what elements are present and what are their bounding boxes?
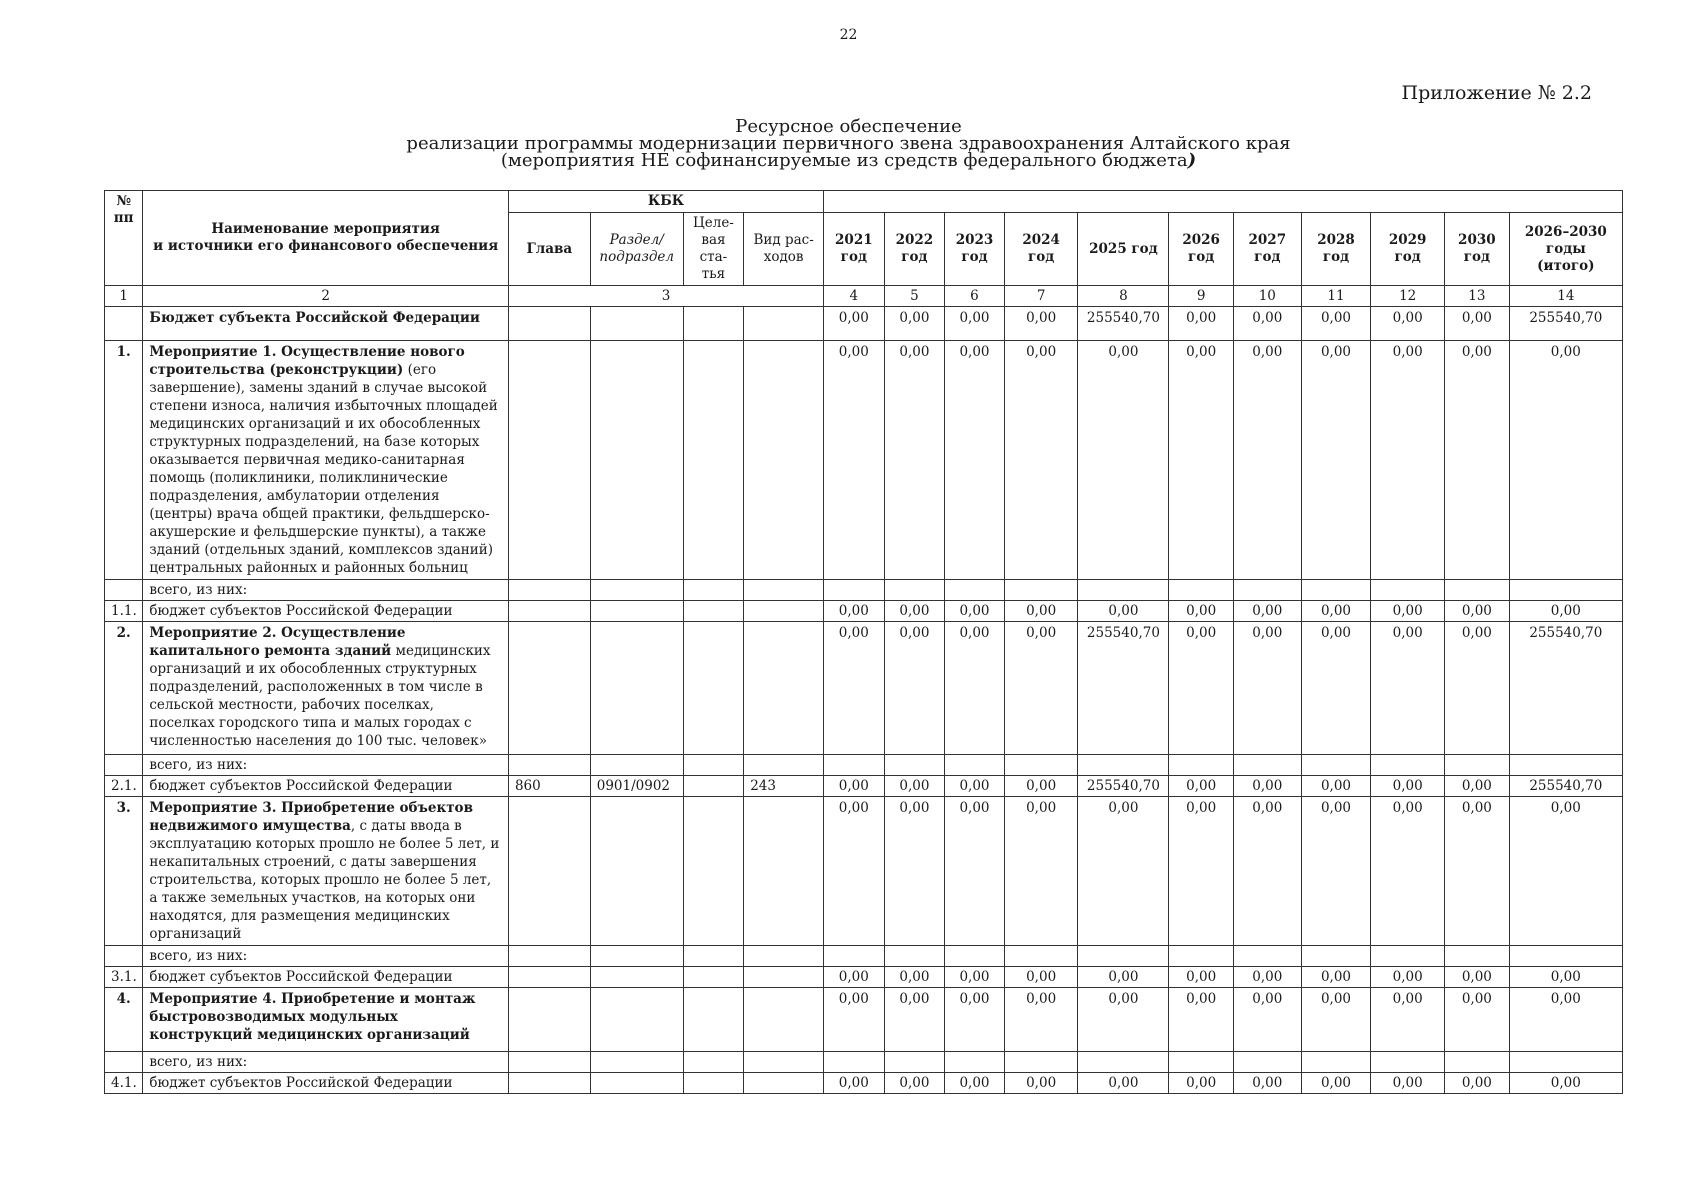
table-cell: 3.1.: [105, 967, 143, 988]
table-cell: 0,00: [945, 1073, 1005, 1094]
table-cell: 0,00: [824, 797, 885, 946]
table-row: [105, 622, 1623, 755]
table-cell: [683, 307, 744, 341]
table-cell: [1169, 755, 1234, 776]
table-cell: [1169, 946, 1234, 967]
table-cell: [508, 988, 590, 1052]
table-cell: [744, 946, 824, 967]
header-year: 2021 год: [824, 213, 885, 286]
table-cell: 0,00: [945, 622, 1005, 755]
table-cell: [744, 307, 824, 341]
table-cell: [508, 967, 590, 988]
table-row: [105, 755, 1623, 776]
row-total-name: Бюджет субъекта Российской Федерации: [143, 307, 509, 341]
table-cell: 0,00: [1233, 601, 1301, 622]
table-cell: 1.: [105, 341, 143, 580]
table-cell: 0,00: [1078, 1073, 1169, 1094]
measure-1-name: Мероприятие 1. Осуществление нового строительства (реконструкции) (его завершение), замены зданий в случае высокой степени износа, наличия избыточных площадей медицинских организаций и их обособленных структурных подразделений, на базе которых оказывается первичная медико-санитарная помощь (поликлиники, поликлинические подразделения, амбулатории отделения (центры) врача общей практики, фельдшерско-акушерские и фельдшерские пункты), а также зданий (отдельных зданий, комплексов зданий) центральных районных и районных больниц: [143, 341, 509, 580]
table-cell: 0,00: [1445, 601, 1510, 622]
table-cell: 0,00: [1078, 601, 1169, 622]
table-cell: 9: [1169, 286, 1234, 307]
table-cell: [945, 946, 1005, 967]
table-cell: [744, 580, 824, 601]
table-cell: 0,00: [1004, 967, 1078, 988]
table-cell: [1371, 580, 1445, 601]
table-cell: [508, 1073, 590, 1094]
header-year: 2028 год: [1301, 213, 1371, 286]
table-cell: [590, 341, 683, 580]
title-line-3: (мероприятия НЕ софинансируемые из средств федерального бюджета): [500, 150, 1197, 171]
table-cell: 0,00: [1233, 622, 1301, 755]
table-cell: [105, 1052, 143, 1073]
table-cell: 0,00: [1233, 776, 1301, 797]
table-cell: [744, 1052, 824, 1073]
table-cell: всего, из них:: [143, 755, 509, 776]
header-year: 2023 год: [945, 213, 1005, 286]
table-cell: 0,00: [1371, 341, 1445, 580]
table-cell: [1233, 946, 1301, 967]
title-line-1: Ресурсное обеспечение: [735, 116, 962, 137]
table-cell: 0,00: [1301, 776, 1371, 797]
table-cell: 0,00: [1169, 601, 1234, 622]
table-cell: 13: [1445, 286, 1510, 307]
table-cell: [683, 1073, 744, 1094]
table-cell: 8: [1078, 286, 1169, 307]
table-row: [105, 967, 1623, 988]
table-cell: [1445, 755, 1510, 776]
table-cell: [590, 797, 683, 946]
table-cell: 0,00: [1301, 601, 1371, 622]
table-cell: [683, 967, 744, 988]
table-cell: 0,00: [1509, 967, 1622, 988]
header-year: 2029 год: [1371, 213, 1445, 286]
table-cell: 0,00: [1509, 797, 1622, 946]
table-cell: 0,00: [1078, 797, 1169, 946]
table-cell: [105, 580, 143, 601]
table-cell: [683, 946, 744, 967]
table-cell: [508, 1052, 590, 1073]
table-cell: [683, 580, 744, 601]
table-cell: 0,00: [1004, 622, 1078, 755]
table-cell: 0,00: [1233, 1073, 1301, 1094]
title-line-2: реализации программы модернизации первичного звена здравоохранения Алтайского края: [406, 133, 1291, 154]
table-cell: [508, 307, 590, 341]
header-kbk: КБК: [508, 191, 823, 213]
table-cell: 2.: [105, 622, 143, 755]
table-cell: [884, 946, 945, 967]
table-cell: [683, 755, 744, 776]
table-cell: [744, 1073, 824, 1094]
table-cell: 0,00: [1301, 307, 1371, 341]
table-cell: 1: [105, 286, 143, 307]
table-cell: 0,00: [884, 341, 945, 580]
table-cell: 0,00: [1301, 341, 1371, 580]
table-cell: 255540,70: [1078, 622, 1169, 755]
table-row: [105, 307, 1623, 341]
table-cell: 0,00: [1445, 622, 1510, 755]
table-cell: [508, 946, 590, 967]
table-row: [105, 946, 1623, 967]
table-cell: 1.1.: [105, 601, 143, 622]
table-cell: 0,00: [1233, 341, 1301, 580]
table-cell: 0,00: [1301, 967, 1371, 988]
table-cell: 0,00: [1509, 1073, 1622, 1094]
table-row: [105, 1073, 1623, 1094]
table-cell: 0,00: [1169, 622, 1234, 755]
table-cell: [1233, 580, 1301, 601]
table-cell: [1301, 946, 1371, 967]
measure-4-name: Мероприятие 4. Приобретение и монтаж быстровозводимых модульных конструкций медицинских организаций: [143, 988, 509, 1052]
table-cell: 7: [1004, 286, 1078, 307]
table-cell: [1509, 1052, 1622, 1073]
table-cell: 0,00: [824, 601, 885, 622]
table-cell: 0,00: [1004, 341, 1078, 580]
table-cell: [824, 1052, 885, 1073]
table-cell: 0,00: [1233, 967, 1301, 988]
table-cell: [1078, 580, 1169, 601]
table-cell: 0,00: [1004, 601, 1078, 622]
table-cell: 0,00: [1509, 601, 1622, 622]
table-cell: [1004, 755, 1078, 776]
table-cell: [590, 755, 683, 776]
table-cell: [884, 755, 945, 776]
table-cell: [590, 1052, 683, 1073]
table-cell: [1371, 1052, 1445, 1073]
table-cell: 0,00: [1371, 797, 1445, 946]
table-cell: 0,00: [1169, 307, 1234, 341]
table-cell: 255540,70: [1509, 776, 1622, 797]
table-cell: 0,00: [1004, 797, 1078, 946]
table-cell: 0,00: [884, 601, 945, 622]
header-razdel: Раздел/ подраздел: [590, 213, 683, 286]
table-cell: [824, 946, 885, 967]
header-year-total: 2026–2030 годы (итого): [1509, 213, 1622, 286]
table-cell: [945, 755, 1005, 776]
header-name: Наименование мероприятия и источники его финансового обеспечения: [143, 191, 509, 286]
table-cell: 0,00: [1004, 307, 1078, 341]
table-cell: бюджет субъектов Российской Федерации: [143, 967, 509, 988]
table-cell: 0,00: [1169, 1073, 1234, 1094]
table-cell: 0,00: [884, 776, 945, 797]
table-cell: [105, 307, 143, 341]
table-cell: 4: [824, 286, 885, 307]
table-cell: 0,00: [1371, 776, 1445, 797]
table-row: [105, 580, 1623, 601]
table-cell: 0,00: [1078, 988, 1169, 1052]
table-cell: 0,00: [884, 622, 945, 755]
appendix-label: Приложение № 2.2: [1401, 82, 1592, 104]
measure-2-name: Мероприятие 2. Осуществление капитального ремонта зданий медицинских организаций и их обособленных структурных подразделений, расположенных в том числе в сельской местности, рабочих поселках, поселках городского типа и малых городах с численностью населения до 100 тыс. человек»: [143, 622, 509, 755]
table-cell: 0,00: [1169, 967, 1234, 988]
table-cell: [683, 988, 744, 1052]
table-cell: 0,00: [824, 776, 885, 797]
table-cell: [1004, 1052, 1078, 1073]
table-cell: [945, 1052, 1005, 1073]
table-cell: 0,00: [1233, 307, 1301, 341]
measure-3-name: Мероприятие 3. Приобретение объектов недвижимого имущества, с даты ввода в эксплуатацию которых прошло не более 5 лет, и некапитальных строений, с даты завершения строительства, которых прошло не более 5 лет, а также земельных участков, на которых они находятся, для размещения медицинских организаций: [143, 797, 509, 946]
table-cell: [1509, 946, 1622, 967]
table-cell: [744, 967, 824, 988]
table-cell: [683, 776, 744, 797]
table-cell: всего, из них:: [143, 946, 509, 967]
table-cell: [744, 341, 824, 580]
page-number: 22: [839, 27, 858, 43]
header-glava: Глава: [508, 213, 590, 286]
table-cell: [508, 601, 590, 622]
table-cell: 0,00: [1169, 797, 1234, 946]
header-year: 2024 год: [1004, 213, 1078, 286]
table-cell: 0,00: [1371, 1073, 1445, 1094]
table-cell: [744, 988, 824, 1052]
table-cell: 0,00: [824, 988, 885, 1052]
table-cell: [744, 622, 824, 755]
table-cell: 0,00: [1371, 601, 1445, 622]
table-cell: 0,00: [884, 967, 945, 988]
table-cell: 0,00: [1004, 988, 1078, 1052]
table-cell: [590, 580, 683, 601]
header-year: 2030 год: [1445, 213, 1510, 286]
table-cell: 0,00: [824, 1073, 885, 1094]
table-cell: 0,00: [884, 797, 945, 946]
table-cell: [884, 1052, 945, 1073]
table-cell: [1371, 946, 1445, 967]
table-cell: [683, 341, 744, 580]
table-cell: 4.: [105, 988, 143, 1052]
table-cell: 0901/0902: [590, 776, 683, 797]
header-num: № пп: [105, 191, 143, 286]
table-cell: [1445, 946, 1510, 967]
header-years-group: [824, 191, 1623, 213]
table-cell: 0,00: [945, 988, 1005, 1052]
table-row: [105, 1052, 1623, 1073]
table-cell: всего, из них:: [143, 580, 509, 601]
table-cell: бюджет субъектов Российской Федерации: [143, 1073, 509, 1094]
table-cell: [508, 622, 590, 755]
table-cell: 5: [884, 286, 945, 307]
table-cell: 0,00: [1301, 797, 1371, 946]
table-cell: [508, 580, 590, 601]
table-cell: [105, 946, 143, 967]
table-cell: [744, 601, 824, 622]
table-cell: 3: [508, 286, 823, 307]
table-cell: 243: [744, 776, 824, 797]
table-cell: [590, 1073, 683, 1094]
table-cell: [1004, 946, 1078, 967]
header-vid: Вид рас-ходов: [744, 213, 824, 286]
table-cell: [590, 946, 683, 967]
table-row: [105, 988, 1623, 1052]
table-cell: 0,00: [945, 307, 1005, 341]
table-row: [105, 797, 1623, 946]
table-cell: 0,00: [1371, 307, 1445, 341]
table-cell: 0,00: [1445, 1073, 1510, 1094]
table-cell: [1233, 755, 1301, 776]
table-cell: [590, 601, 683, 622]
table-cell: [1078, 946, 1169, 967]
table-cell: [1169, 580, 1234, 601]
resource-table: [104, 190, 1623, 1094]
table-cell: 0,00: [945, 341, 1005, 580]
table-cell: [590, 307, 683, 341]
table-cell: бюджет субъектов Российской Федерации: [143, 776, 509, 797]
table-cell: 0,00: [1078, 967, 1169, 988]
table-cell: 0,00: [945, 797, 1005, 946]
table-cell: 0,00: [1233, 797, 1301, 946]
table-cell: [824, 580, 885, 601]
table-cell: [105, 755, 143, 776]
table-cell: [1509, 580, 1622, 601]
table-cell: 0,00: [884, 307, 945, 341]
table-cell: [824, 755, 885, 776]
table-cell: [1233, 1052, 1301, 1073]
table-cell: [1078, 1052, 1169, 1073]
table-cell: 0,00: [1169, 776, 1234, 797]
table-cell: 255540,70: [1509, 307, 1622, 341]
table-cell: 0,00: [1445, 988, 1510, 1052]
header-year: 2025 год: [1078, 213, 1169, 286]
header-celevaya: Целе-вая ста-тья: [683, 213, 744, 286]
table-cell: [744, 797, 824, 946]
table-cell: 0,00: [1445, 797, 1510, 946]
table-cell: 2.1.: [105, 776, 143, 797]
table-cell: 0,00: [945, 601, 1005, 622]
table-cell: 0,00: [1004, 1073, 1078, 1094]
table-cell: 0,00: [1371, 967, 1445, 988]
table-cell: 0,00: [1509, 341, 1622, 580]
table-cell: 14: [1509, 286, 1622, 307]
table-cell: 255540,70: [1078, 776, 1169, 797]
table-cell: [1078, 755, 1169, 776]
table-cell: 0,00: [1371, 988, 1445, 1052]
table-cell: бюджет субъектов Российской Федерации: [143, 601, 509, 622]
table-cell: 12: [1371, 286, 1445, 307]
table-row: [105, 341, 1623, 580]
table-cell: 0,00: [1301, 988, 1371, 1052]
table-cell: [1445, 580, 1510, 601]
header-year: 2026 год: [1169, 213, 1234, 286]
table-cell: [884, 580, 945, 601]
table-cell: 0,00: [1445, 341, 1510, 580]
table-cell: [1301, 580, 1371, 601]
table-cell: 10: [1233, 286, 1301, 307]
table-cell: [683, 601, 744, 622]
table-cell: [508, 341, 590, 580]
table-cell: [590, 622, 683, 755]
table-cell: 860: [508, 776, 590, 797]
table-cell: 0,00: [824, 341, 885, 580]
table-cell: 0,00: [884, 988, 945, 1052]
table-cell: 0,00: [1169, 988, 1234, 1052]
table-cell: 4.1.: [105, 1073, 143, 1094]
table-cell: 0,00: [1301, 1073, 1371, 1094]
header-year: 2022 год: [884, 213, 945, 286]
table-cell: 0,00: [1233, 988, 1301, 1052]
table-cell: всего, из них:: [143, 1052, 509, 1073]
table-cell: 0,00: [1509, 988, 1622, 1052]
table-cell: [683, 1052, 744, 1073]
table-cell: [1301, 755, 1371, 776]
table-cell: 255540,70: [1509, 622, 1622, 755]
table-cell: [1169, 1052, 1234, 1073]
table-cell: 0,00: [824, 622, 885, 755]
table-cell: [590, 967, 683, 988]
table-row: [105, 776, 1623, 797]
table-cell: 0,00: [945, 967, 1005, 988]
table-cell: [1301, 1052, 1371, 1073]
table-cell: 3.: [105, 797, 143, 946]
table-cell: 0,00: [1301, 622, 1371, 755]
table-cell: 0,00: [1004, 776, 1078, 797]
table-cell: 2: [143, 286, 509, 307]
table-cell: 255540,70: [1078, 307, 1169, 341]
table-cell: [683, 797, 744, 946]
table-cell: [590, 988, 683, 1052]
table-cell: 11: [1301, 286, 1371, 307]
table-cell: [683, 622, 744, 755]
table-cell: [945, 580, 1005, 601]
table-cell: 0,00: [1445, 776, 1510, 797]
table-cell: 0,00: [945, 776, 1005, 797]
table-cell: [744, 755, 824, 776]
table-cell: [1509, 755, 1622, 776]
index-row: [105, 286, 1623, 307]
table-cell: 0,00: [1169, 341, 1234, 580]
table-cell: 0,00: [1371, 622, 1445, 755]
table-row: [105, 601, 1623, 622]
document-title: [0, 118, 1697, 169]
table-cell: [1445, 1052, 1510, 1073]
table-cell: [508, 797, 590, 946]
header-year: 2027 год: [1233, 213, 1301, 286]
table-cell: 6: [945, 286, 1005, 307]
table-cell: 0,00: [1078, 341, 1169, 580]
table-cell: 0,00: [1445, 967, 1510, 988]
table-cell: [1004, 580, 1078, 601]
table-cell: [1371, 755, 1445, 776]
table-cell: 0,00: [824, 967, 885, 988]
table-cell: 0,00: [824, 307, 885, 341]
table-cell: 0,00: [884, 1073, 945, 1094]
table-cell: [508, 755, 590, 776]
table-cell: 0,00: [1445, 307, 1510, 341]
